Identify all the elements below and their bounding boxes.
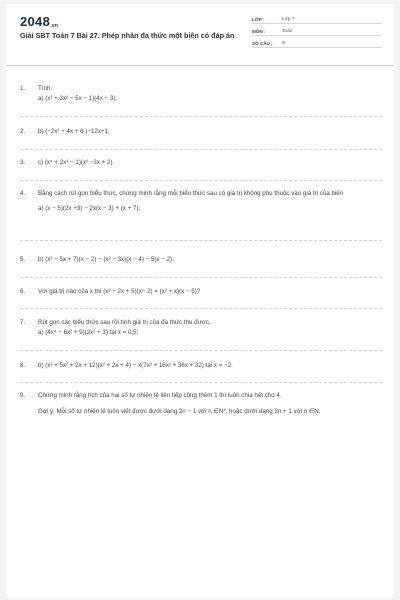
meta-row-class	[252, 14, 382, 24]
worksheet-page	[6, 4, 394, 598]
question-number: 8.	[20, 362, 26, 369]
question-text: a) (x³ + 3x² − 5x − 1)(4x − 3);	[38, 95, 118, 102]
question-text: a) (x − 5)(2x +3) − 2x(x − 3) + (x + 7);	[38, 205, 141, 212]
logo-domain: .vn	[50, 23, 59, 29]
meta-label: MÔN :	[252, 29, 266, 34]
question-divider	[20, 382, 382, 383]
question-number: 1.	[20, 85, 26, 92]
question-text: a) (4x⁴ − 6x² + 9)(2x² + 3) tại x = 0,5;	[38, 329, 139, 336]
question-number: 3.	[20, 159, 26, 166]
meta-row-subject	[252, 26, 382, 36]
question-body	[38, 287, 380, 297]
question-divider	[20, 240, 382, 241]
question-divider	[20, 350, 382, 351]
question-divider	[20, 180, 382, 181]
site-logo[interactable]	[20, 14, 58, 29]
question-body	[38, 318, 380, 338]
question-divider	[20, 149, 382, 150]
meta-value: 9	[282, 41, 285, 46]
question-text: b) (x³ + 5x² + 2x + 12)(x² + 2x + 4) − x(7x³ + 16x² + 36x + 32) tại x = −2.	[38, 362, 233, 369]
question-body	[38, 158, 380, 168]
meta-label: SỐ CÂU :	[252, 41, 273, 46]
question-body	[38, 189, 380, 214]
question-text: Chứng minh rằng tích của hai số tự nhiên lẻ liên tiếp cộng thêm 1 thì luôn chia hết cho 4.	[38, 392, 282, 399]
question-body	[38, 127, 380, 137]
question-body	[38, 255, 380, 265]
question-text: Rút gọn các biểu thức sau rồi tính giá trị của đa thức thu được.	[38, 319, 211, 326]
question-text: b) (x² − 5x + 7)(x − 2) − (x² − 3x)(x − 4) − 5(x − 2).	[38, 256, 174, 263]
meta-info	[252, 14, 382, 50]
question-divider	[20, 116, 382, 117]
meta-label: LỚP :	[252, 17, 265, 22]
meta-row-count	[252, 38, 382, 48]
question-number: 4.	[20, 190, 26, 197]
logo-text: 2048	[20, 14, 51, 29]
page-title: Giải SBT Toán 7 Bài 27. Phép nhân đa thức một biến có đáp án	[20, 31, 235, 40]
meta-value: Lớp 7	[282, 17, 295, 22]
question-body	[38, 361, 380, 371]
question-number: 9.	[20, 392, 26, 399]
question-body	[38, 84, 380, 104]
question-text: Bằng cách rút gọn biểu thức, chứng minh rằng mỗi biểu thức sau có giá trị không phụ thuộc vào giá trị của biến	[38, 190, 344, 197]
question-text: c) (x⁴ + 2x³ − 1)(x² −3x + 2).	[38, 159, 115, 166]
question-body	[38, 391, 380, 417]
question-number: 7.	[20, 319, 26, 326]
question-divider	[20, 277, 382, 278]
meta-value: Toán	[282, 29, 293, 34]
question-text: Tính:	[38, 85, 53, 92]
worksheet-header	[6, 4, 394, 66]
question-number: 5.	[20, 256, 26, 263]
question-hint: Gợi ý: Mỗi số tự nhiên lẻ luôn viết được dưới dạng 2n − 1 với n ∈N*, hoặc dưới dạng 2n + 1 với n ∈N.	[38, 408, 321, 415]
question-number: 2.	[20, 128, 26, 135]
question-text: Với giá trị nào của x thì (x² − 2x + 5)(x− 2) = (x² + x)(x − 5)?	[38, 288, 201, 295]
question-divider	[20, 308, 382, 309]
question-number: 6.	[20, 288, 26, 295]
question-text: b) (−2x² + 4x + 6 )−12x+1;	[38, 128, 110, 135]
